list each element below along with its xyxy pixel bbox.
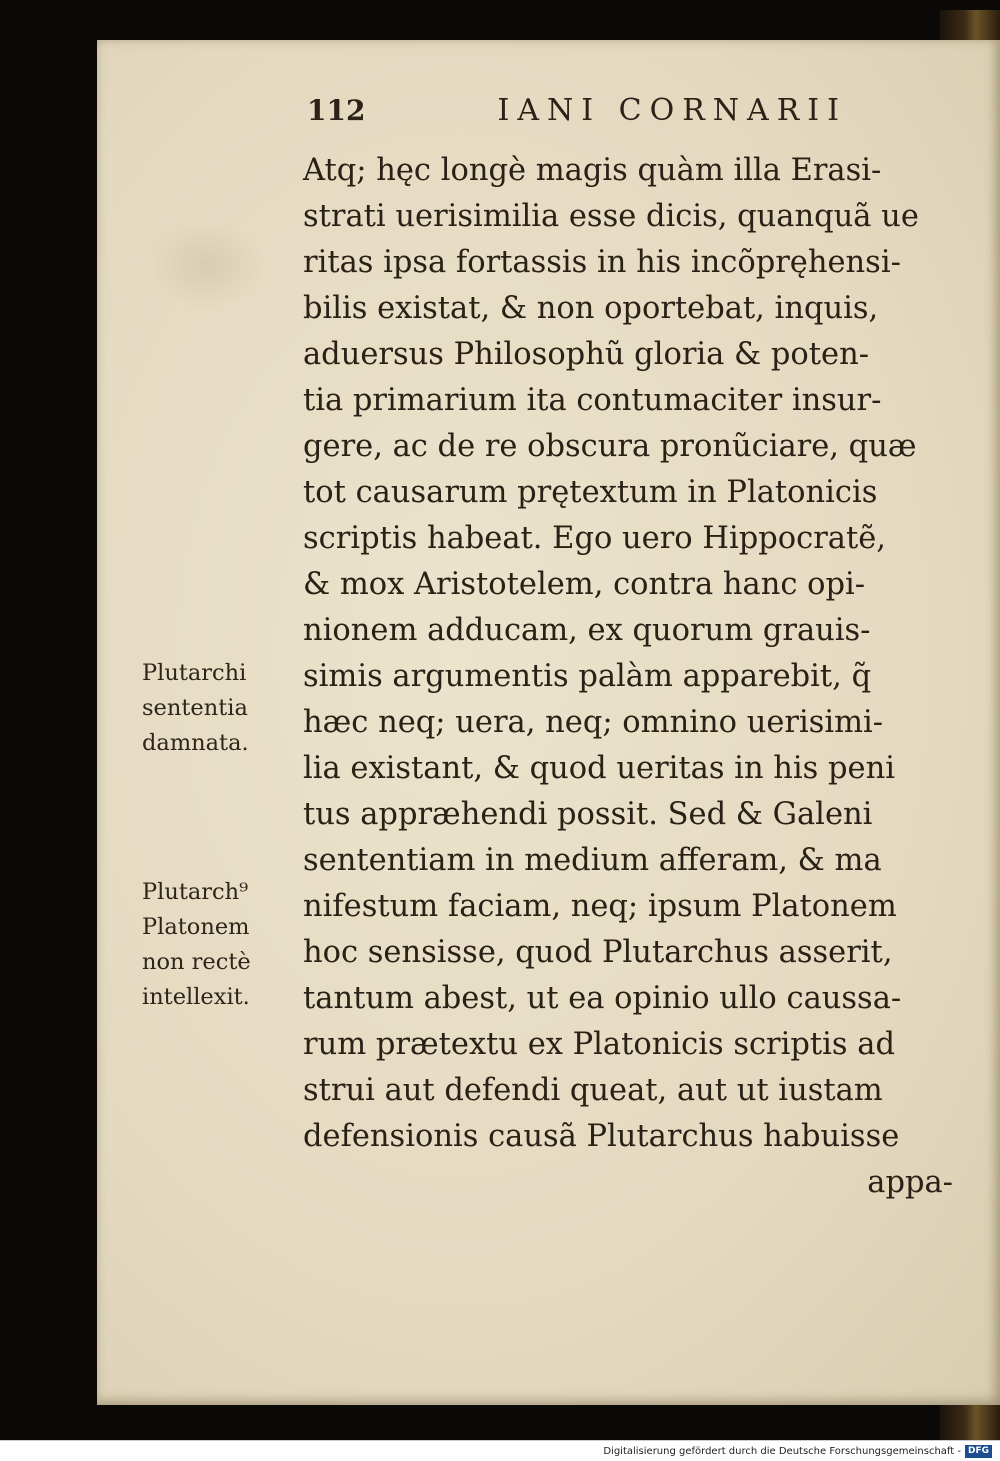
text-line: strati uerisimilia esse dicis, quanquã ue xyxy=(303,199,919,234)
text-line: bilis existat, & non oportebat, inquis, xyxy=(303,291,879,326)
marginal-line: Plutarch⁹ xyxy=(142,879,249,905)
text-line: sententiam in medium afferam, & ma xyxy=(303,843,882,878)
text-line: tia primarium ita contumaciter insur- xyxy=(303,383,882,418)
running-head: IANI CORNARII xyxy=(497,93,847,128)
marginal-line: intellexit. xyxy=(142,984,250,1010)
text-line: tot causarum prętextum in Platonicis xyxy=(303,475,878,510)
digitization-footer xyxy=(0,1440,1000,1461)
page-header xyxy=(307,93,847,133)
text-line: nionem adducam, ex quorum grauis- xyxy=(303,613,871,648)
text-line: tus appræhendi possit. Sed & Galeni xyxy=(303,797,873,832)
marginal-line: Platonem xyxy=(142,914,250,940)
page-number: 112 xyxy=(307,94,366,127)
marginal-line: sententia xyxy=(142,695,248,721)
footer-credit: Digitalisierung gefördert durch die Deutsche Forschungsgemeinschaft - xyxy=(603,1445,961,1457)
text-line: hæc neq; uera, neq; omnino uerisimi- xyxy=(303,705,884,740)
text-line: aduersus Philosophũ gloria & poten- xyxy=(303,337,870,372)
text-line: gere, ac de re obscura pronũciare, quæ xyxy=(303,429,917,464)
marginal-note-2 xyxy=(142,875,292,1015)
text-line: strui aut defendi queat, aut ut iustam xyxy=(303,1073,883,1108)
show-through-stain xyxy=(147,220,267,310)
text-line: defensionis causã Plutarchus habuisse xyxy=(303,1119,900,1154)
text-line: lia existant, & quod ueritas in his peni xyxy=(303,751,895,786)
text-line: hoc sensisse, quod Plutarchus asserit, xyxy=(303,935,893,970)
marginal-line: non rectè xyxy=(142,949,251,975)
text-line: rum prætextu ex Platonicis scriptis ad xyxy=(303,1027,895,1062)
text-line: tantum abest, ut ea opinio ullo caussa- xyxy=(303,981,902,1016)
text-line: nifestum faciam, neq; ipsum Platonem xyxy=(303,889,897,924)
text-line: scriptis habeat. Ego uero Hippocratẽ, xyxy=(303,521,886,556)
marginal-line: damnata. xyxy=(142,730,249,756)
dfg-logo-icon: DFG xyxy=(965,1445,992,1458)
body-text xyxy=(303,148,953,1206)
marginal-line: Plutarchi xyxy=(142,660,247,686)
book-page xyxy=(97,40,1000,1405)
text-line: ritas ipsa fortassis in his incõpręhensi- xyxy=(303,245,901,280)
marginal-note-1 xyxy=(142,656,292,761)
text-line: Atq; hęc longè magis quàm illa Erasi- xyxy=(303,153,882,188)
text-line: & mox Aristotelem, contra hanc opi- xyxy=(303,567,866,602)
catchword: appa- xyxy=(867,1165,953,1200)
text-line: simis argumentis palàm apparebit, q̃ xyxy=(303,659,872,694)
